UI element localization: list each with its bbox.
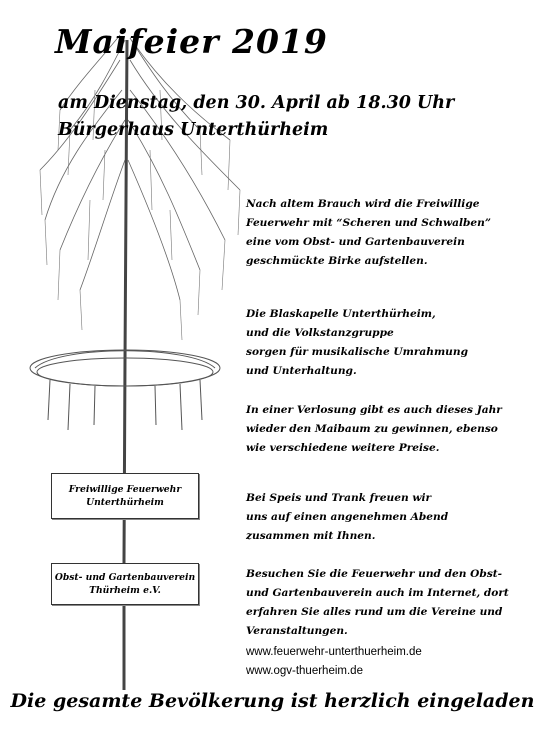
paragraph-line: sorgen für musikalische Umrahmung <box>246 346 468 358</box>
sign-line: Obst- und Gartenbauverein <box>54 572 196 583</box>
paragraph-raffle <box>246 401 502 458</box>
paragraph-line: Veranstaltungen. <box>246 625 348 637</box>
website-links <box>246 643 422 681</box>
ogv-sign <box>51 563 199 605</box>
invitation-footer: Die gesamte Bevölkerung ist herzlich eingeladen <box>10 690 535 712</box>
paragraph-internet <box>246 565 509 641</box>
event-location: Bürgerhaus Unterthürheim <box>58 120 329 140</box>
sign-line: Unterthürheim <box>86 497 164 508</box>
feuerwehr-website-link[interactable]: www.feuerwehr-unterthuerheim.de <box>246 646 422 658</box>
paragraph-line: und Unterhaltung. <box>246 365 357 377</box>
paragraph-line: Die Blaskapelle Unterthürheim, <box>246 308 436 320</box>
paragraph-line: zusammen mit Ihnen. <box>246 530 376 542</box>
tree-crown <box>40 35 240 300</box>
paragraph-line: In einer Verlosung gibt es auch dieses Jahr <box>246 404 502 416</box>
paragraph-line: und Gartenbauverein auch im Internet, dort <box>246 587 509 599</box>
sign-line: Freiwillige Feuerwehr <box>68 484 182 495</box>
paragraph-line: wieder den Maibaum zu gewinnen, ebenso <box>246 423 498 435</box>
paragraph-food <box>246 489 448 546</box>
paragraph-line: Feuerwehr mit “Scheren und Schwalben” <box>246 217 491 229</box>
paragraph-music <box>246 305 468 381</box>
ogv-website-link[interactable]: www.ogv-thuerheim.de <box>246 665 363 677</box>
paragraph-birch <box>246 195 491 271</box>
paragraph-line: Nach altem Brauch wird die Freiwillige <box>246 198 480 210</box>
paragraph-line: geschmückte Birke aufstellen. <box>246 255 428 267</box>
paragraph-line: eine vom Obst- und Gartenbauverein <box>246 236 465 248</box>
paragraph-line: erfahren Sie alles rund um die Vereine und <box>246 606 503 618</box>
paragraph-line: Besuchen Sie die Feuerwehr und den Obst- <box>246 568 503 580</box>
paragraph-line: wie verschiedene weitere Preise. <box>246 442 440 454</box>
sign-line: Thürheim e.V. <box>89 585 161 596</box>
event-title: Maifeier 2019 <box>55 22 328 61</box>
paragraph-line: Bei Speis und Trank freuen wir <box>246 492 432 504</box>
feuerwehr-sign <box>51 473 199 519</box>
paragraph-line: uns auf einen angenehmen Abend <box>246 511 449 523</box>
paragraph-line: und die Volkstanzgruppe <box>246 327 394 339</box>
event-date: am Dienstag, den 30. April ab 18.30 Uhr <box>58 93 455 113</box>
